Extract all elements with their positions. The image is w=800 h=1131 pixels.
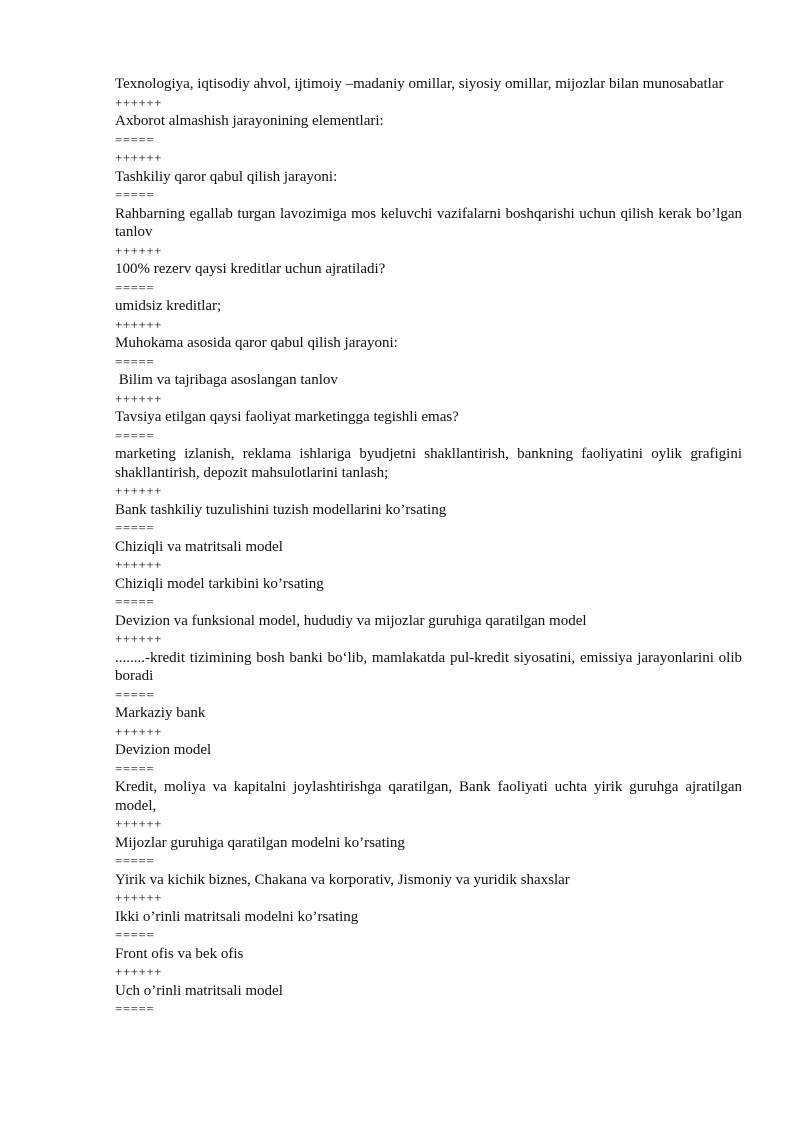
text-line: Mijozlar guruhiga qaratilgan modelni ko’rsating [115,834,405,851]
text-line: Texnologiya, iqtisodiy ahvol, ijtimoiy –madaniy omillar, siyosiy omillar, mijozlar bilan munosabatlar [115,76,724,92]
separator-line: ===== [115,427,155,443]
text-line: Muhokama asosida qaror qabul qilish jarayoni: [115,335,398,351]
text-line: Bank tashkiliy tuzulishini tuzish modellarini ko’rsating [115,501,447,518]
separator-line: ++++++ [115,723,162,739]
separator-line: ===== [115,1001,155,1016]
text-line: Tavsiya etilgan qaysi faoliyat marketingga tegishli emas? [115,409,459,425]
separator-line: ++++++ [115,557,162,572]
separator-line: ++++++ [115,816,162,831]
text-line: Bilim va tajribaga asoslangan tanlov [115,372,338,388]
separator-line: ===== [115,594,155,609]
text-line: Chiziqli model tarkibini ko’rsating [115,575,324,592]
separator-line: ===== [115,686,155,702]
separator-line: ++++++ [115,483,162,498]
text-line: 100% rezerv qaysi kreditlar uchun ajratiladi? [115,261,386,277]
text-line: Axborot almashish jarayonining elementlari: [115,113,384,129]
separator-line: ===== [115,279,155,295]
separator-line: ===== [115,853,155,868]
separator-line: ===== [115,760,155,776]
text-line: Tashkiliy qaror qabul qilish jarayoni: [115,168,338,185]
separator-line: ===== [115,927,155,942]
text-line: ........-kredit tizimining bosh banki bo‘lib, mamlakatda pul-kredit siyosatini, emissiya jarayonlarini olib boradi [115,649,746,684]
separator-line: ++++++ [115,631,162,646]
separator-line: ++++++ [115,316,162,332]
separator-line: ++++++ [115,150,162,165]
text-line: Uch o’rinli matritsali model [115,982,283,999]
text-line: Kredit, moliya va kapitalni joylashtirishga qaratilgan, Bank faoliyati uchta yirik guruhga ajratilgan model, [115,779,746,814]
text-line: Devizion va funksional model, hududiy va mijozlar guruhiga qaratilgan model [115,612,587,629]
separator-line: ++++++ [115,94,162,110]
text-line: Rahbarning egallab turgan lavozimiga mos keluvchi vazifalarni boshqarishi uchun qilish kerak bo’lgan tanlov [115,205,746,240]
text-line: Markaziy bank [115,705,206,721]
text-line: Devizion model [115,742,212,758]
separator-line: ++++++ [115,390,162,406]
text-line: Chiziqli va matritsali model [115,538,283,555]
text-line: Front ofis va bek ofis [115,945,244,962]
separator-line: ===== [115,520,155,535]
separator-line: ++++++ [115,964,162,979]
separator-line: ===== [115,131,155,147]
separator-line: ++++++ [115,890,162,905]
text-line: Yirik va kichik biznes, Chakana va korporativ, Jismoniy va yuridik shaxslar [115,871,570,888]
separator-line: ===== [115,187,155,202]
text-line: Ikki o’rinli matritsali modelni ko’rsating [115,908,359,925]
document-page [115,75,746,1019]
separator-line: ===== [115,353,155,369]
separator-line: ++++++ [115,242,162,258]
text-line: marketing izlanish, reklama ishlariga byudjetni shakllantirish, bankning faoliyatini oylik grafigini shakllantirish, depozit mahsulotlarini tanlash; [115,446,746,481]
text-line: umidsiz kreditlar; [115,298,222,314]
